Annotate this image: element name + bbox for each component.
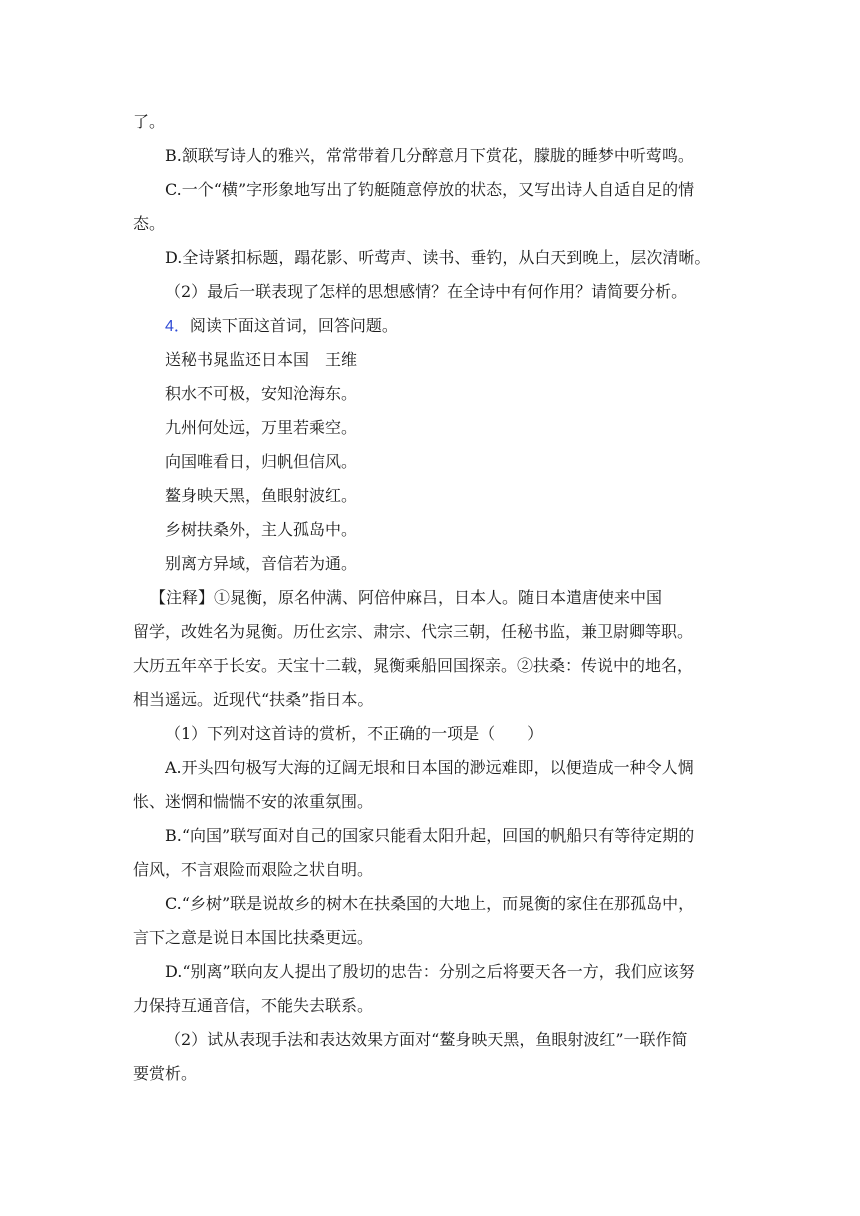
option-b: B.颔联写诗人的雅兴，常常带着几分醉意月下赏花，朦胧的睡梦中听莺鸣。 <box>165 146 694 165</box>
option-c-line-1: C.“乡树”联是说故乡的树木在扶桑国的大地上，而晁衡的家住在那孤岛中， <box>165 894 695 913</box>
annotation-line-4: 相当遥远。近现代“扶桑”指日本。 <box>133 690 374 709</box>
option-a-line-2: 怅、迷惘和惴惴不安的浓重氛围。 <box>133 792 374 811</box>
option-b-line-1: B.“向国”联写面对自己的国家只能看太阳升起，回国的帆船只有等待定期的 <box>165 826 695 845</box>
question-number: 4． <box>165 318 190 335</box>
sub-question-2: （2）最后一联表现了怎样的思想感情？在全诗中有何作用？请简要分析。 <box>165 282 688 301</box>
option-b-line-2: 信风，不言艰险而艰险之状自明。 <box>133 860 374 879</box>
poem-line: 鳌身映天黑，鱼眼射波红。 <box>165 486 358 505</box>
poem-line: 乡树扶桑外，主人孤岛中。 <box>165 520 358 539</box>
annotation-line-1: 【注释】①晁衡，原名仲满、阿倍仲麻吕，日本人。随日本遣唐使来中国 <box>150 588 663 607</box>
option-a-continued: 了。 <box>133 112 166 131</box>
poem-line: 九州何处远，万里若乘空。 <box>165 418 358 437</box>
poem-line: 向国唯看日，归帆但信风。 <box>165 452 358 471</box>
sub-question-1: （1）下列对这首诗的赏析，不正确的一项是（ ） <box>165 724 544 743</box>
option-d-line-1: D.“别离”联向友人提出了殷切的忠告：分别之后将要天各一方，我们应该努 <box>165 962 695 981</box>
poem-title: 送秘书晁监还日本国 王维 <box>165 350 358 369</box>
option-a-line-1: A.开头四句极写大海的辽阔无垠和日本国的渺远难即，以便造成一种令人惆 <box>165 758 694 777</box>
option-d: D.全诗紧扣标题，蹋花影、听莺声、读书、垂钓，从白天到晚上，层次清晰。 <box>165 248 711 267</box>
annotation-line-2: 留学，改姓名为晁衡。历仕玄宗、肃宗、代宗三朝，任秘书监，兼卫尉卿等职。 <box>133 622 694 641</box>
option-c-line-2: 言下之意是说日本国比扶桑更远。 <box>133 928 374 947</box>
option-c-line-1: C.一个“横”字形象地写出了钓艇随意停放的状态，又写出诗人自适自足的情 <box>165 180 695 199</box>
annotation-line-3: 大历五年卒于长安。天宝十二载，晁衡乘船回国探亲。②扶桑：传说中的地名， <box>133 656 694 675</box>
option-d-line-2: 力保持互通音信，不能失去联系。 <box>133 996 374 1015</box>
question-4-heading <box>165 315 398 338</box>
poem-line: 积水不可极，安知沧海东。 <box>165 384 358 403</box>
sub-question-2-line-1: （2）试从表现手法和表达效果方面对“鳌身映天黑，鱼眼射波红”一联作简 <box>165 1030 688 1049</box>
poem-line: 别离方异域，音信若为通。 <box>165 554 358 573</box>
question-prompt: 阅读下面这首词，回答问题。 <box>189 316 398 335</box>
sub-question-2-line-2: 要赏析。 <box>133 1064 198 1083</box>
option-c-line-2: 态。 <box>133 214 166 233</box>
